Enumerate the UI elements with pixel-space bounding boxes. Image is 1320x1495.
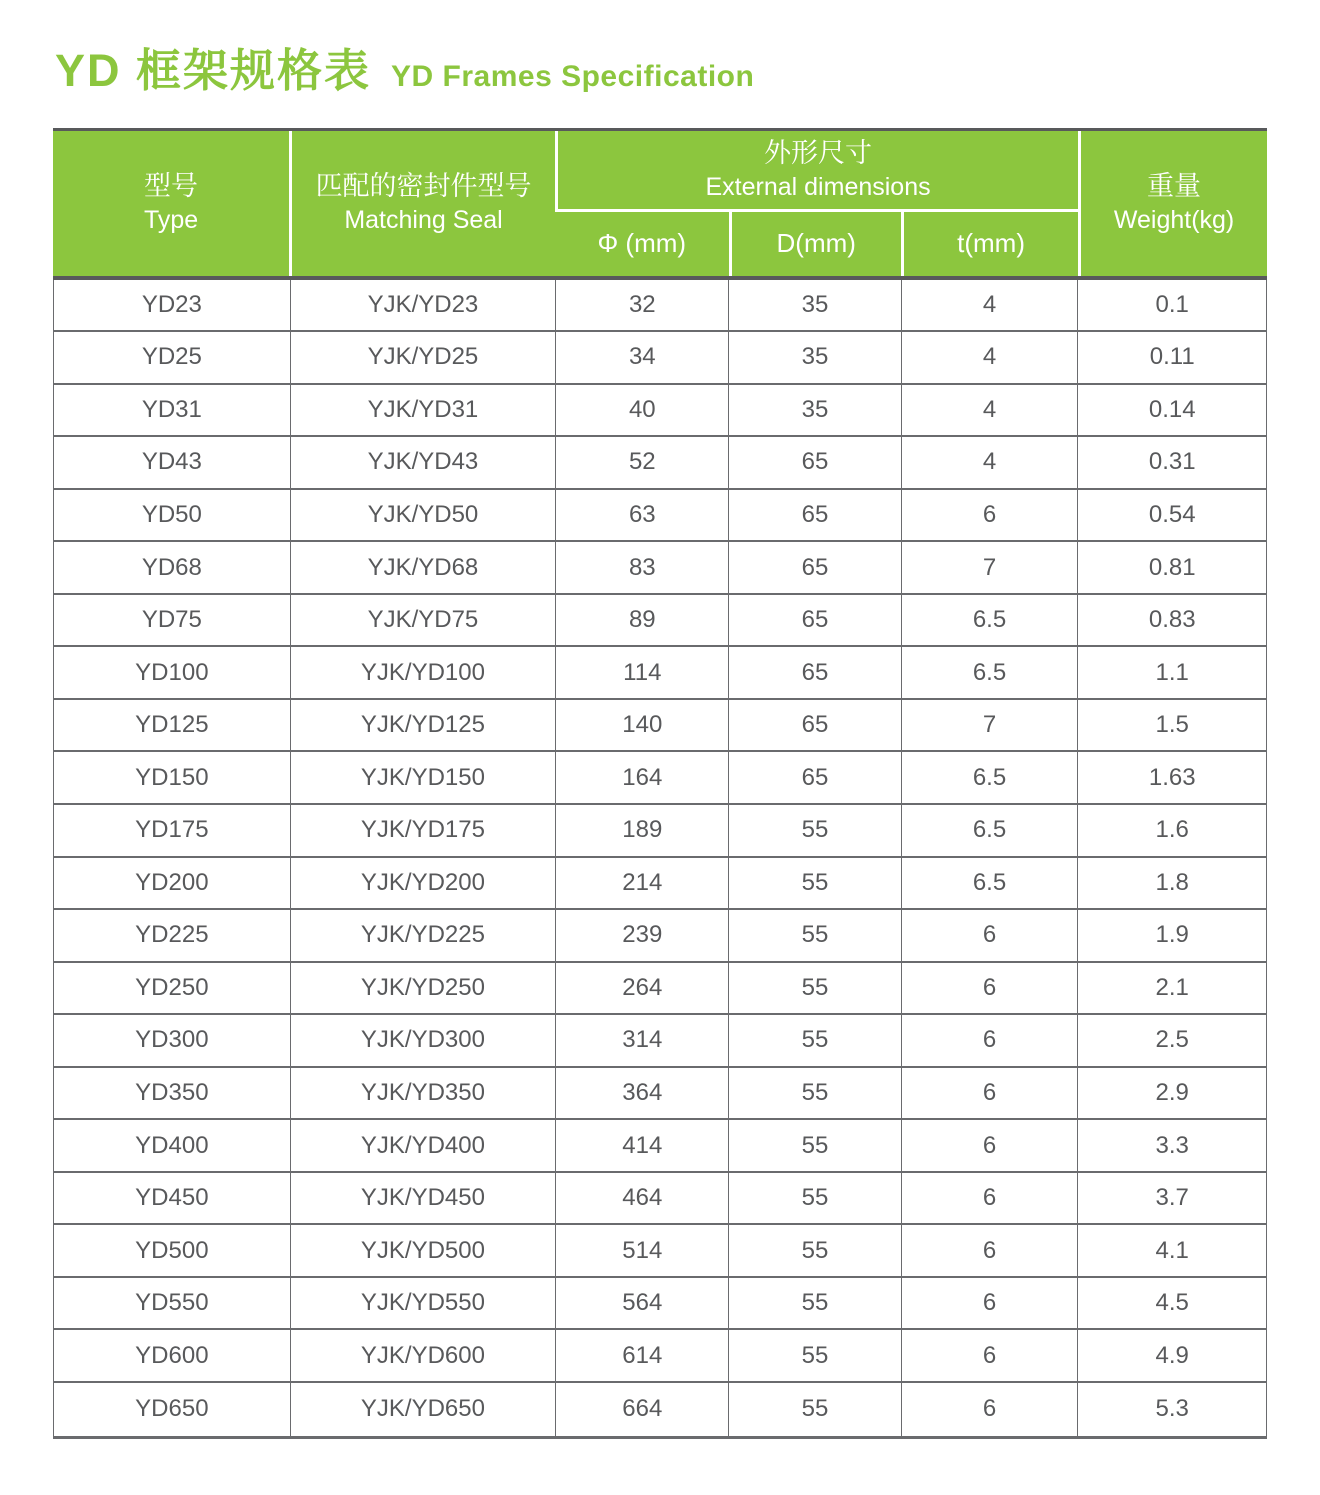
table-row xyxy=(54,280,1266,333)
header-type xyxy=(53,131,289,276)
cell-type: YD23 xyxy=(141,290,202,318)
cell-type: YD150 xyxy=(135,763,209,791)
table-row xyxy=(54,647,1266,700)
cell-t: 6 xyxy=(901,1383,1078,1436)
cell-matching-seal: YJK/YD50 xyxy=(290,490,555,541)
cell-weight: 1.8 xyxy=(1077,858,1265,909)
cell-phi: 32 xyxy=(555,280,728,331)
cell-matching-seal: YJK/YD75 xyxy=(290,595,555,646)
cell-d: 65 xyxy=(728,437,900,488)
cell-d: 65 xyxy=(728,647,900,698)
cell-phi: 239 xyxy=(555,910,728,961)
cell-weight: 5.3 xyxy=(1077,1383,1265,1436)
cell-weight: 0.1 xyxy=(1077,280,1265,331)
cell-weight: 1.9 xyxy=(1077,910,1265,961)
cell-t: 4 xyxy=(901,332,1078,383)
cell-type: YD31 xyxy=(141,395,202,423)
cell-d: 65 xyxy=(728,700,900,751)
table-row xyxy=(54,910,1266,963)
cell-phi: 664 xyxy=(555,1383,728,1436)
cell-type: YD650 xyxy=(135,1395,209,1423)
cell-weight: 2.9 xyxy=(1077,1068,1265,1119)
table-row xyxy=(54,595,1266,648)
cell-type: YD125 xyxy=(135,711,209,739)
cell-phi: 34 xyxy=(555,332,728,383)
cell-matching-seal: YJK/YD350 xyxy=(290,1068,555,1119)
cell-weight: 1.1 xyxy=(1077,647,1265,698)
cell-matching-seal: YJK/YD31 xyxy=(290,385,555,436)
cell-d: 65 xyxy=(728,752,900,803)
header-weight-zh: 重量 xyxy=(1147,171,1202,202)
cell-d: 35 xyxy=(728,332,900,383)
cell-t: 6.5 xyxy=(901,595,1078,646)
cell-d: 55 xyxy=(728,1015,900,1066)
header-t-mm xyxy=(901,212,1078,276)
cell-t: 6 xyxy=(901,490,1078,541)
cell-t: 6 xyxy=(901,1278,1078,1329)
cell-matching-seal: YJK/YD650 xyxy=(290,1383,555,1436)
cell-phi: 314 xyxy=(555,1015,728,1066)
header-seal-zh: 匹配的密封件型号 xyxy=(315,171,532,202)
cell-d: 55 xyxy=(728,1278,900,1329)
cell-d: 35 xyxy=(728,280,900,331)
cell-type: YD25 xyxy=(141,343,202,371)
cell-type: YD600 xyxy=(135,1341,209,1369)
table-row xyxy=(54,858,1266,911)
cell-d: 55 xyxy=(728,963,900,1014)
header-d-mm xyxy=(729,212,901,276)
table-row xyxy=(54,437,1266,490)
cell-d: 65 xyxy=(728,542,900,593)
cell-weight: 0.54 xyxy=(1077,490,1265,541)
cell-t: 6 xyxy=(901,1330,1078,1381)
header-phi-mm xyxy=(555,212,729,276)
cell-matching-seal: YJK/YD150 xyxy=(290,752,555,803)
cell-t: 4 xyxy=(901,280,1078,331)
cell-phi: 63 xyxy=(555,490,728,541)
cell-matching-seal: YJK/YD23 xyxy=(290,280,555,331)
cell-matching-seal: YJK/YD225 xyxy=(290,910,555,961)
cell-t: 6.5 xyxy=(901,647,1078,698)
cell-weight: 0.83 xyxy=(1077,595,1265,646)
cell-type: YD500 xyxy=(135,1236,209,1264)
page-title-en: YD Frames Specification xyxy=(391,60,755,93)
cell-t: 6.5 xyxy=(901,752,1078,803)
cell-type: YD250 xyxy=(135,973,209,1001)
cell-matching-seal: YJK/YD175 xyxy=(290,805,555,856)
cell-weight: 2.1 xyxy=(1077,963,1265,1014)
table-row xyxy=(54,963,1266,1016)
cell-t: 6 xyxy=(901,1173,1078,1224)
cell-t: 4 xyxy=(901,437,1078,488)
cell-t: 7 xyxy=(901,542,1078,593)
cell-matching-seal: YJK/YD500 xyxy=(290,1225,555,1276)
cell-type: YD50 xyxy=(141,500,202,528)
table-row xyxy=(54,1330,1266,1383)
cell-phi: 514 xyxy=(555,1225,728,1276)
cell-t: 6 xyxy=(901,1120,1078,1171)
cell-weight: 4.5 xyxy=(1077,1278,1265,1329)
cell-d: 65 xyxy=(728,490,900,541)
cell-type: YD68 xyxy=(141,553,202,581)
cell-d: 55 xyxy=(728,1330,900,1381)
cell-type: YD350 xyxy=(135,1078,209,1106)
cell-phi: 114 xyxy=(555,647,728,698)
header-type-en: Type xyxy=(143,206,199,235)
cell-type: YD550 xyxy=(135,1289,209,1317)
cell-matching-seal: YJK/YD250 xyxy=(290,963,555,1014)
cell-weight: 0.31 xyxy=(1077,437,1265,488)
table-row xyxy=(54,700,1266,753)
cell-phi: 83 xyxy=(555,542,728,593)
table-body xyxy=(53,280,1267,1439)
cell-weight: 3.3 xyxy=(1077,1120,1265,1171)
table-row xyxy=(54,1383,1266,1436)
cell-phi: 264 xyxy=(555,963,728,1014)
cell-matching-seal: YJK/YD300 xyxy=(290,1015,555,1066)
cell-phi: 414 xyxy=(555,1120,728,1171)
header-t-label: t(mm) xyxy=(957,227,1025,258)
cell-weight: 1.6 xyxy=(1077,805,1265,856)
table-row xyxy=(54,385,1266,438)
cell-type: YD400 xyxy=(135,1131,209,1159)
cell-t: 6 xyxy=(901,1068,1078,1119)
table-row xyxy=(54,332,1266,385)
cell-weight: 2.5 xyxy=(1077,1015,1265,1066)
cell-phi: 89 xyxy=(555,595,728,646)
cell-type: YD100 xyxy=(135,658,209,686)
table-row xyxy=(54,1173,1266,1226)
cell-type: YD300 xyxy=(135,1026,209,1054)
cell-type: YD43 xyxy=(141,448,202,476)
spec-table xyxy=(53,128,1267,1439)
table-row xyxy=(54,1015,1266,1068)
cell-phi: 214 xyxy=(555,858,728,909)
table-header xyxy=(53,131,1267,276)
table-row xyxy=(54,490,1266,543)
cell-d: 55 xyxy=(728,858,900,909)
cell-phi: 52 xyxy=(555,437,728,488)
table-row xyxy=(54,1120,1266,1173)
table-row xyxy=(54,1278,1266,1331)
header-external-dimensions xyxy=(555,131,1078,212)
cell-t: 4 xyxy=(901,385,1078,436)
page-title xyxy=(55,46,1267,96)
cell-matching-seal: YJK/YD125 xyxy=(290,700,555,751)
cell-phi: 40 xyxy=(555,385,728,436)
header-weight-en: Weight(kg) xyxy=(1113,206,1235,235)
header-dims-zh: 外形尺寸 xyxy=(764,137,873,168)
cell-phi: 189 xyxy=(555,805,728,856)
cell-d: 55 xyxy=(728,805,900,856)
table-row xyxy=(54,542,1266,595)
cell-d: 55 xyxy=(728,1068,900,1119)
page-title-zh: YD 框架规格表 xyxy=(55,45,372,96)
cell-t: 6.5 xyxy=(901,858,1078,909)
cell-phi: 464 xyxy=(555,1173,728,1224)
cell-d: 55 xyxy=(728,1383,900,1436)
cell-type: YD200 xyxy=(135,868,209,896)
cell-matching-seal: YJK/YD400 xyxy=(290,1120,555,1171)
cell-phi: 164 xyxy=(555,752,728,803)
header-seal-en: Matching Seal xyxy=(344,206,503,235)
header-d-label: D(mm) xyxy=(776,227,856,258)
cell-d: 55 xyxy=(728,910,900,961)
cell-type: YD75 xyxy=(141,606,202,634)
cell-matching-seal: YJK/YD100 xyxy=(290,647,555,698)
cell-matching-seal: YJK/YD200 xyxy=(290,858,555,909)
cell-d: 55 xyxy=(728,1173,900,1224)
header-type-zh: 型号 xyxy=(144,171,199,202)
cell-phi: 140 xyxy=(555,700,728,751)
cell-weight: 4.9 xyxy=(1077,1330,1265,1381)
cell-t: 7 xyxy=(901,700,1078,751)
cell-t: 6.5 xyxy=(901,805,1078,856)
cell-matching-seal: YJK/YD25 xyxy=(290,332,555,383)
cell-type: YD450 xyxy=(135,1184,209,1212)
table-row xyxy=(54,805,1266,858)
cell-d: 35 xyxy=(728,385,900,436)
cell-t: 6 xyxy=(901,1225,1078,1276)
cell-weight: 4.1 xyxy=(1077,1225,1265,1276)
header-matching-seal xyxy=(289,131,555,276)
cell-phi: 614 xyxy=(555,1330,728,1381)
cell-matching-seal: YJK/YD450 xyxy=(290,1173,555,1224)
cell-t: 6 xyxy=(901,910,1078,961)
cell-matching-seal: YJK/YD43 xyxy=(290,437,555,488)
cell-d: 65 xyxy=(728,595,900,646)
header-weight xyxy=(1078,131,1267,276)
table-row xyxy=(54,1225,1266,1278)
cell-matching-seal: YJK/YD68 xyxy=(290,542,555,593)
table-row xyxy=(54,752,1266,805)
cell-weight: 0.11 xyxy=(1077,332,1265,383)
cell-type: YD225 xyxy=(135,921,209,949)
cell-weight: 1.5 xyxy=(1077,700,1265,751)
cell-weight: 0.81 xyxy=(1077,542,1265,593)
cell-t: 6 xyxy=(901,1015,1078,1066)
cell-matching-seal: YJK/YD550 xyxy=(290,1278,555,1329)
table-row xyxy=(54,1068,1266,1121)
cell-d: 55 xyxy=(728,1120,900,1171)
cell-phi: 564 xyxy=(555,1278,728,1329)
header-dims-en: External dimensions xyxy=(705,172,931,201)
header-phi-label: Φ (mm) xyxy=(597,227,687,258)
cell-weight: 3.7 xyxy=(1077,1173,1265,1224)
cell-phi: 364 xyxy=(555,1068,728,1119)
cell-matching-seal: YJK/YD600 xyxy=(290,1330,555,1381)
cell-weight: 1.63 xyxy=(1077,752,1265,803)
cell-type: YD175 xyxy=(135,816,209,844)
cell-weight: 0.14 xyxy=(1077,385,1265,436)
cell-d: 55 xyxy=(728,1225,900,1276)
cell-t: 6 xyxy=(901,963,1078,1014)
